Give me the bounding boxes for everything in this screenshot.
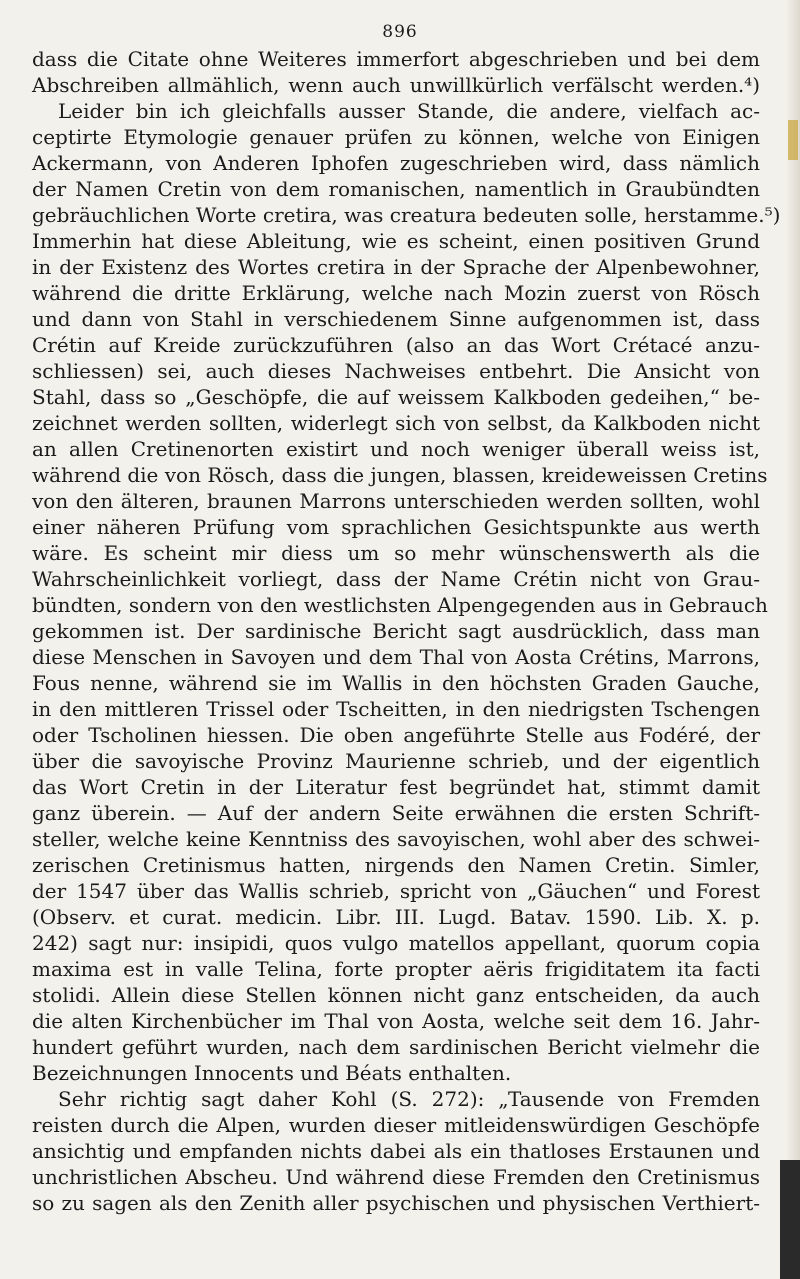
text-line: Fous nenne, während sie im Wallis in den höchsten Graden Gauche,: [32, 671, 760, 695]
text-line: schliessen) sei, auch dieses Nachweises entbehrt. Die Ansicht von: [32, 359, 760, 383]
text-line: zerischen Cretinismus hatten, nirgends den Namen Cretin. Simler,: [32, 853, 760, 877]
text-line: diese Menschen in Savoyen und dem Thal von Aosta Crétins, Marrons,: [32, 645, 760, 669]
text-line: Abschreiben allmählich, wenn auch unwillkürlich verfälscht werden.⁴): [32, 73, 760, 97]
text-line: in den mittleren Trissel oder Tscheitten, in den niedrigsten Tschengen: [32, 697, 760, 721]
text-line: dass die Citate ohne Weiteres immerfort abgeschrieben und bei dem: [32, 47, 760, 71]
text-line: an allen Cretinenorten existirt und noch weniger überall weiss ist,: [32, 437, 760, 461]
text-line: das Wort Cretin in der Literatur fest begründet hat, stimmt damit: [32, 775, 760, 799]
page-number: 896: [382, 22, 418, 42]
page-edge-shadow: [786, 0, 800, 1279]
text-line: zeichnet werden sollten, widerlegt sich von selbst, da Kalkboden nicht: [32, 411, 760, 435]
text-line: Wahrscheinlichkeit vorliegt, dass der Name Crétin nicht von Grau-: [32, 567, 760, 591]
text-line: von den älteren, braunen Marrons unterschieden werden sollten, wohl: [32, 489, 760, 513]
text-line: bündten, sondern von den westlichsten Alpengegenden aus in Gebrauch: [32, 593, 768, 617]
text-line: ganz überein. — Auf der andern Seite erwähnen die ersten Schrift-: [32, 801, 760, 825]
page-edge-tab: [788, 120, 798, 160]
text-line: der 1547 über das Wallis schrieb, spricht von „Gäuchen“ und Forest: [32, 879, 760, 903]
text-line: während die dritte Erklärung, welche nach Mozin zuerst von Rösch: [32, 281, 760, 305]
text-line: über die savoyische Provinz Maurienne schrieb, und der eigentlich: [32, 749, 760, 773]
text-line: gekommen ist. Der sardinische Bericht sagt ausdrücklich, dass man: [32, 619, 760, 643]
text-line: (Observ. et curat. medicin. Libr. III. Lugd. Batav. 1590. Lib. X. p.: [32, 905, 760, 929]
text-line: der Namen Cretin von dem romanischen, namentlich in Graubündten: [32, 177, 760, 201]
text-line: unchristlichen Abscheu. Und während diese Fremden den Cretinismus: [32, 1165, 760, 1189]
text-line: oder Tscholinen hiessen. Die oben angeführte Stelle aus Fodéré, der: [32, 723, 760, 747]
text-line: Stahl, dass so „Geschöpfe, die auf weissem Kalkboden gedeihen,“ be-: [32, 385, 760, 409]
text-line: hundert geführt wurden, nach dem sardinischen Bericht vielmehr die: [32, 1035, 760, 1059]
text-line: stolidi. Allein diese Stellen können nicht ganz entscheiden, da auch: [32, 983, 760, 1007]
text-line: so zu sagen als den Zenith aller psychischen und physischen Verthiert-: [32, 1191, 760, 1215]
text-line: und dann von Stahl in verschiedenem Sinne aufgenommen ist, dass: [32, 307, 760, 331]
text-line: 242) sagt nur: insipidi, quos vulgo matellos appellant, quorum copia: [32, 931, 760, 955]
text-line: Crétin auf Kreide zurückzuführen (also an das Wort Crétacé anzu-: [32, 333, 760, 357]
text-line: ansichtig und empfanden nichts dabei als ein thatloses Erstaunen und: [32, 1139, 760, 1163]
text-line: Bezeichnungen Innocents und Béats enthalten.: [32, 1061, 512, 1085]
body-text: [32, 46, 781, 1216]
page-edge-dark: [780, 1160, 800, 1279]
text-line: reisten durch die Alpen, wurden dieser mitleidenswürdigen Geschöpfe: [32, 1113, 760, 1137]
text-line: Leider bin ich gleichfalls ausser Stande, die andere, vielfach ac-: [58, 99, 760, 123]
text-line: einer näheren Prüfung vom sprachlichen Gesichtspunkte aus werth: [32, 515, 760, 539]
text-line: Immerhin hat diese Ableitung, wie es scheint, einen positiven Grund: [32, 229, 760, 253]
text-line: während die von Rösch, dass die jungen, blassen, kreideweissen Cretins: [32, 463, 768, 487]
text-line: Ackermann, von Anderen Iphofen zugeschrieben wird, dass nämlich: [32, 151, 760, 175]
text-line: Sehr richtig sagt daher Kohl (S. 272): „Tausende von Fremden: [58, 1087, 760, 1111]
text-line: gebräuchlichen Worte cretira, was creatura bedeuten solle, herstamme.⁵): [32, 203, 781, 227]
text-line: die alten Kirchenbücher im Thal von Aosta, welche seit dem 16. Jahr-: [32, 1009, 760, 1033]
text-line: steller, welche keine Kenntniss des savoyischen, wohl aber des schwei-: [32, 827, 760, 851]
text-line: maxima est in valle Telina, forte propter aëris frigiditatem ita facti: [32, 957, 760, 981]
text-line: ceptirte Etymologie genauer prüfen zu können, welche von Einigen: [32, 125, 760, 149]
text-line: wäre. Es scheint mir diess um so mehr wünschenswerth als die: [32, 541, 760, 565]
text-line: in der Existenz des Wortes cretira in der Sprache der Alpenbewohner,: [32, 255, 760, 279]
